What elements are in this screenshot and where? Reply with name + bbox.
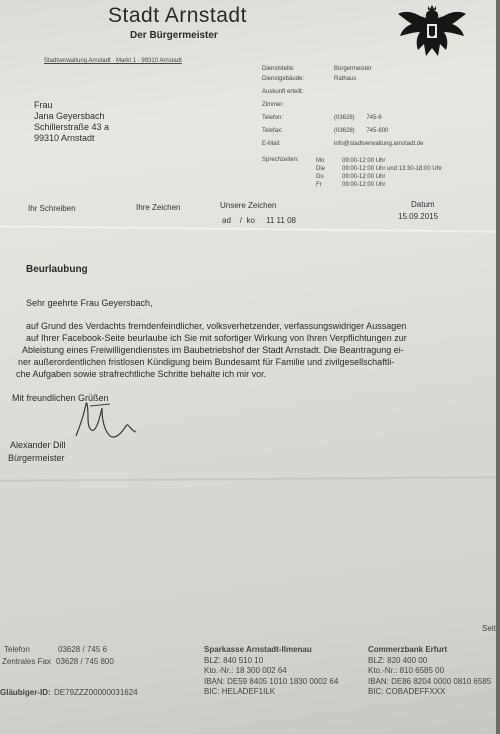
- contact-label: Dienstgebäude:: [262, 76, 305, 82]
- contact-label: Telefax:: [262, 128, 283, 134]
- hours-day: Do: [316, 174, 324, 180]
- contact-label: E-Mail:: [262, 141, 281, 147]
- recipient-salutation: Frau: [34, 100, 53, 110]
- contact-label: Dienststelle:: [262, 66, 295, 72]
- sender-return-line: Stadtverwaltung Arnstadt · Markt 1 · 99310 Arnstadt: [44, 58, 182, 64]
- signer-title: Bürgermeister: [8, 453, 65, 463]
- contact-value: Rathaus: [334, 76, 357, 82]
- signer-name: Alexander Dill: [10, 440, 66, 450]
- ref-label-unsere-zeichen: Unsere Zeichen: [220, 201, 277, 210]
- bank1-name: Sparkasse Arnstadt-Ilmenau: [204, 645, 312, 654]
- footer-phone: 03628 / 745 6: [58, 645, 107, 654]
- hours-time: 09:00-12:00 Uhr: [342, 158, 386, 164]
- bank2-bic: BIC: COBADEFFXXX: [368, 687, 446, 696]
- contact-value: (03628) 745-6: [334, 115, 382, 121]
- hours-day: Die: [316, 166, 326, 172]
- hours-time: 09:00-12:00 Uhr und 13:30-18:00 Uhr: [342, 166, 443, 172]
- bank2-iban: IBAN: DE86 8204 0000 0810 6585: [368, 677, 492, 686]
- bank2-kto: Kto.-Nr.: 810 6585 00: [368, 666, 445, 675]
- footer-fax-label: Zentrales Fax: [2, 657, 51, 666]
- letter-closing: Mit freundlichen Grüßen: [12, 393, 109, 403]
- bank2-blz: BLZ: 820 400 00: [368, 656, 428, 665]
- hours-day: Fr: [316, 182, 322, 188]
- recipient-name: Jana Geyersbach: [34, 111, 105, 121]
- contact-value: Bürgermeister: [334, 66, 372, 72]
- letter-line: Ableistung eines Freiwilligendienstes im Baubetriebshof der Stadt Arnstadt. Die Beantragung ei-: [22, 345, 404, 355]
- hours-time: 09:00-12:00 Uhr: [342, 174, 386, 180]
- letter-line: che Aufgaben sowie strafrechtliche Schritte behalte ich mir vor.: [16, 369, 267, 379]
- footer-glaeubiger-label: Gläubiger-ID:: [0, 688, 51, 697]
- eagle-coat-of-arms-icon: [394, 4, 470, 62]
- paper-fold: [0, 225, 500, 232]
- office-title: Der Bürgermeister: [130, 30, 218, 41]
- letter-subject: Beurlaubung: [26, 264, 88, 275]
- ref-datum-value: 15.09.2015: [398, 212, 439, 221]
- hours-time: 09:00-12:00 Uhr: [342, 182, 386, 188]
- ref-unsere-zeichen-value: ad / ko 11 11 08: [222, 216, 296, 225]
- contact-label: Sprechzeiten:: [262, 157, 299, 163]
- paper-fold: [0, 476, 500, 481]
- contact-label: Zimmer:: [262, 102, 284, 108]
- letter-line: auf Grund des Verdachts fremdenfeindlicher, volksverhetzender, verfassungswidriger Aussagen: [26, 321, 407, 331]
- recipient-city: 99310 Arnstadt: [34, 133, 95, 143]
- city-title: Stadt Arnstadt: [108, 4, 247, 27]
- page-edge-shadow: [496, 0, 500, 734]
- ref-label-datum: Datum: [411, 200, 435, 209]
- contact-value: info@stadtverwaltung.arnstadt.de: [334, 141, 424, 147]
- contact-label: Auskunft erteilt:: [262, 89, 304, 95]
- ref-label-ihr-schreiben: Ihr Schreiben: [28, 204, 76, 213]
- ref-label-ihre-zeichen: Ihre Zeichen: [136, 203, 181, 212]
- bank1-kto: Kto.-Nr.: 18 300 002 64: [204, 666, 287, 675]
- letter-greeting: Sehr geehrte Frau Geyersbach,: [26, 298, 153, 308]
- bank1-iban: IBAN: DE59 8405 1010 1830 0002 64: [204, 677, 339, 686]
- footer-glaeubiger-id: DE79ZZZ00000031624: [54, 688, 138, 697]
- footer-fax: 03628 / 745 800: [56, 657, 114, 666]
- contact-label: Telefon:: [262, 115, 284, 121]
- bank2-name: Commerzbank Erfurt: [368, 645, 448, 654]
- signature: [66, 396, 146, 448]
- recipient-street: Schillerstraße 43 a: [34, 122, 110, 132]
- footer-phone-label: Telefon: [4, 645, 30, 654]
- bank1-blz: BLZ: 840 510 10: [204, 656, 264, 665]
- hours-day: Mo: [316, 158, 325, 164]
- page-mark: Seit: [482, 624, 496, 633]
- letter-line: ner außerordentlichen fristlosen Kündigung beim Bundesamt für Familie und zivilgesellschaftli-: [18, 357, 395, 367]
- contact-value: (03628) 745-800: [334, 128, 389, 134]
- letter-line: auf Ihrer Facebook-Seite beurlaube ich Sie mit sofortiger Wirkung von Ihren Verpflichtungen zur: [26, 333, 407, 343]
- bank1-bic: BIC: HELADEF1ILK: [204, 687, 276, 696]
